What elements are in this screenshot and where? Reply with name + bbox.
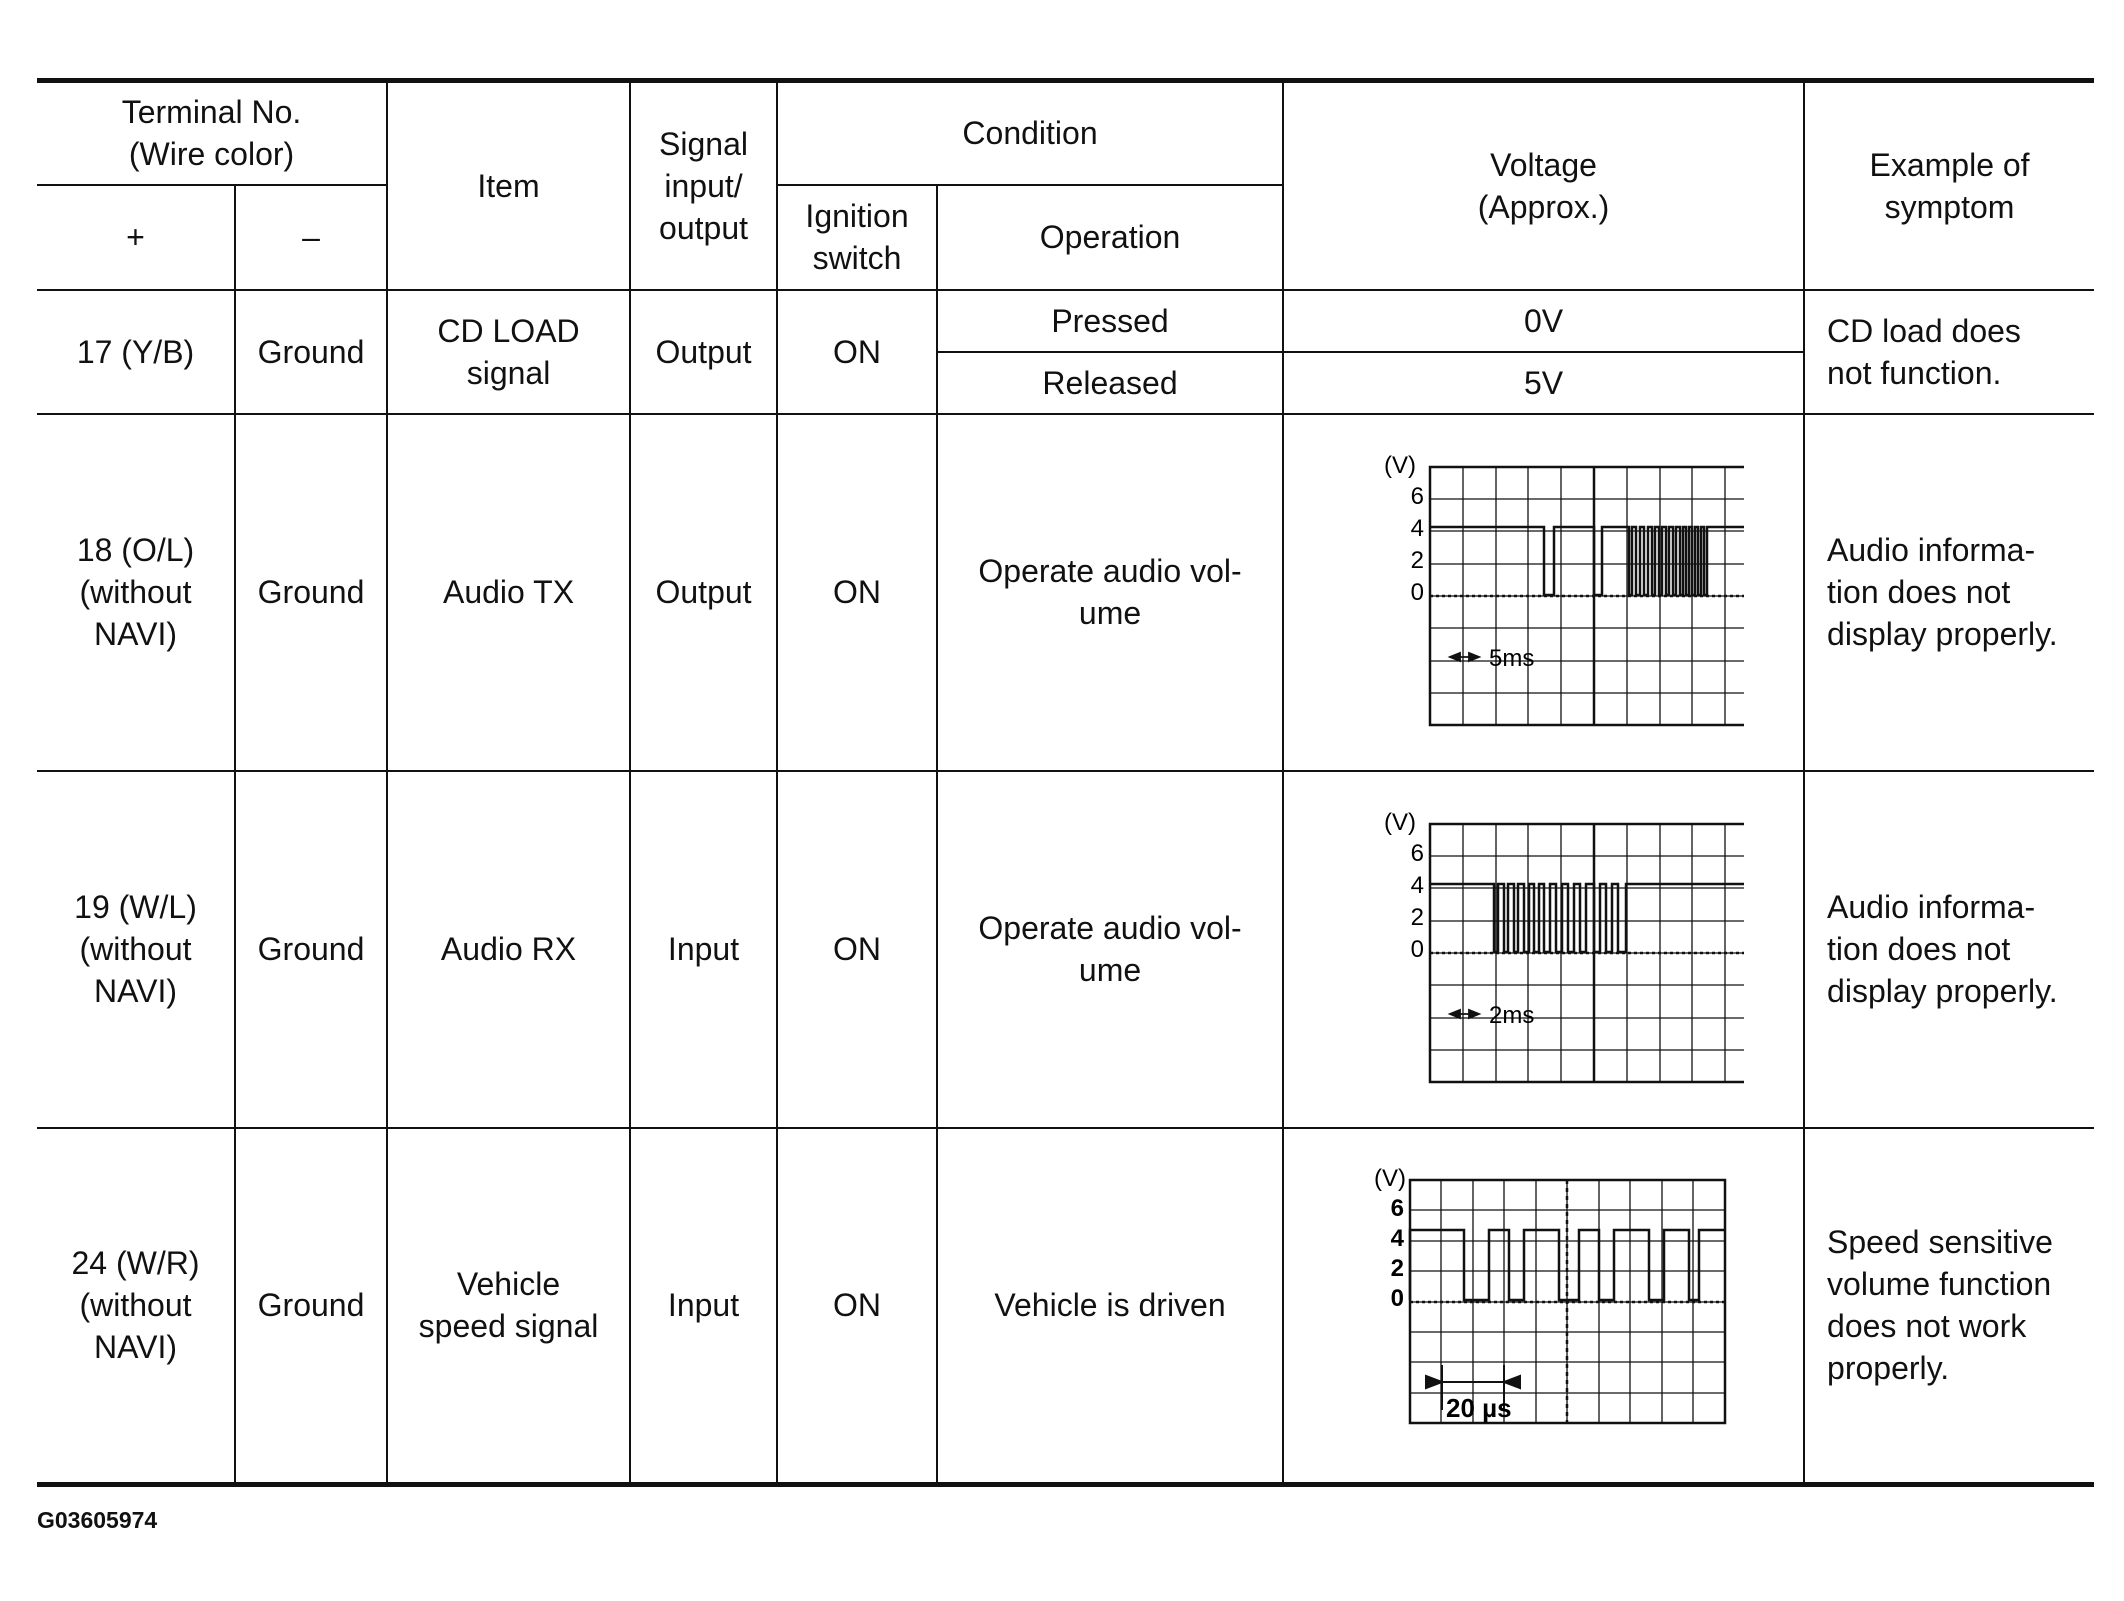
waveform-tick-label: 6 [1410, 483, 1424, 510]
waveform-tick-label: 2 [1410, 547, 1424, 574]
item-cell: Audio TX [387, 414, 630, 771]
ignition-cell: ON [777, 1128, 937, 1485]
ignition-cell: ON [777, 414, 937, 771]
waveform-trace [1430, 884, 1744, 952]
waveform-tick-label: 0 [1410, 936, 1424, 963]
signal-cell: Input [630, 771, 777, 1128]
header-operation: Operation [937, 185, 1283, 290]
voltage-cell: 0V [1283, 290, 1804, 352]
ground-cell: Ground [235, 771, 387, 1128]
terminal-cell: 19 (W/L) (without NAVI) [37, 771, 235, 1128]
waveform-tick-label: 6 [1390, 1195, 1404, 1223]
waveform-tick-label: 6 [1410, 840, 1424, 867]
signal-cell: Output [630, 290, 777, 414]
ground-cell: Ground [235, 290, 387, 414]
waveform-tick-label: 0 [1410, 579, 1424, 606]
header-plus: + [37, 185, 235, 290]
audio-tx-waveform [1344, 447, 1744, 737]
header-signal: Signal input/ output [630, 81, 777, 290]
item-cell: Vehicle speed signal [387, 1128, 630, 1485]
table-row [37, 1128, 2094, 1485]
waveform-unit-label: (V) [1383, 809, 1416, 836]
timebase-label: 5ms [1488, 645, 1534, 672]
symptom-cell: Speed sensitive volume function does not work properly. [1804, 1128, 2094, 1485]
operation-cell: Pressed [937, 290, 1283, 352]
header-item: Item [387, 81, 630, 290]
ground-cell: Ground [235, 1128, 387, 1485]
waveform-tick-label: 4 [1410, 515, 1424, 542]
header-terminal: Terminal No. (Wire color) [37, 81, 387, 185]
waveform-tick-label: 0 [1390, 1285, 1404, 1313]
terminal-cell: 17 (Y/B) [37, 290, 235, 414]
waveform-cell [1283, 771, 1804, 1128]
item-cell: Audio RX [387, 771, 630, 1128]
waveform-tick-label: 4 [1390, 1225, 1404, 1253]
symptom-cell: CD load does not function. [1804, 290, 2094, 414]
timebase-label: 20 µs [1445, 1393, 1512, 1424]
figure-id: G03605974 [37, 1507, 158, 1533]
signal-cell: Input [630, 1128, 777, 1485]
header-condition: Condition [777, 81, 1283, 185]
terminal-cell: 18 (O/L) (without NAVI) [37, 414, 235, 771]
item-cell: CD LOAD signal [387, 290, 630, 414]
terminal-table [37, 78, 2094, 1487]
vehicle-speed-waveform [1344, 1160, 1744, 1450]
voltage-cell: 5V [1283, 352, 1804, 414]
timebase-label: 2ms [1488, 1002, 1534, 1029]
operation-cell: Operate audio vol- ume [937, 414, 1283, 771]
terminal-cell: 24 (W/R) (without NAVI) [37, 1128, 235, 1485]
ground-cell: Ground [235, 414, 387, 771]
table-row [37, 290, 2094, 352]
symptom-cell: Audio informa- tion does not display properly. [1804, 771, 2094, 1128]
signal-cell: Output [630, 414, 777, 771]
table-row [37, 771, 2094, 1128]
symptom-cell: Audio informa- tion does not display properly. [1804, 414, 2094, 771]
operation-cell: Operate audio vol- ume [937, 771, 1283, 1128]
header-symptom: Example of symptom [1804, 81, 2094, 290]
waveform-tick-label: 4 [1410, 872, 1424, 899]
waveform-grid [1410, 1180, 1725, 1423]
waveform-tick-label: 2 [1390, 1255, 1404, 1283]
header-ignition: Ignition switch [777, 185, 937, 290]
operation-cell: Vehicle is driven [937, 1128, 1283, 1485]
timebase-marker [1450, 1010, 1479, 1018]
audio-rx-waveform [1344, 804, 1744, 1094]
waveform-tick-label: 2 [1410, 904, 1424, 931]
operation-cell: Released [937, 352, 1283, 414]
waveform-unit-label: (V) [1383, 452, 1416, 479]
waveform-unit-label: (V) [1373, 1165, 1406, 1193]
table-row [37, 414, 2094, 771]
header-minus: – [235, 185, 387, 290]
waveform-cell [1283, 414, 1804, 771]
header-voltage: Voltage (Approx.) [1283, 81, 1804, 290]
timebase-marker [1450, 653, 1479, 661]
ignition-cell: ON [777, 290, 937, 414]
waveform-trace [1430, 527, 1744, 595]
waveform-cell [1283, 1128, 1804, 1485]
ignition-cell: ON [777, 771, 937, 1128]
